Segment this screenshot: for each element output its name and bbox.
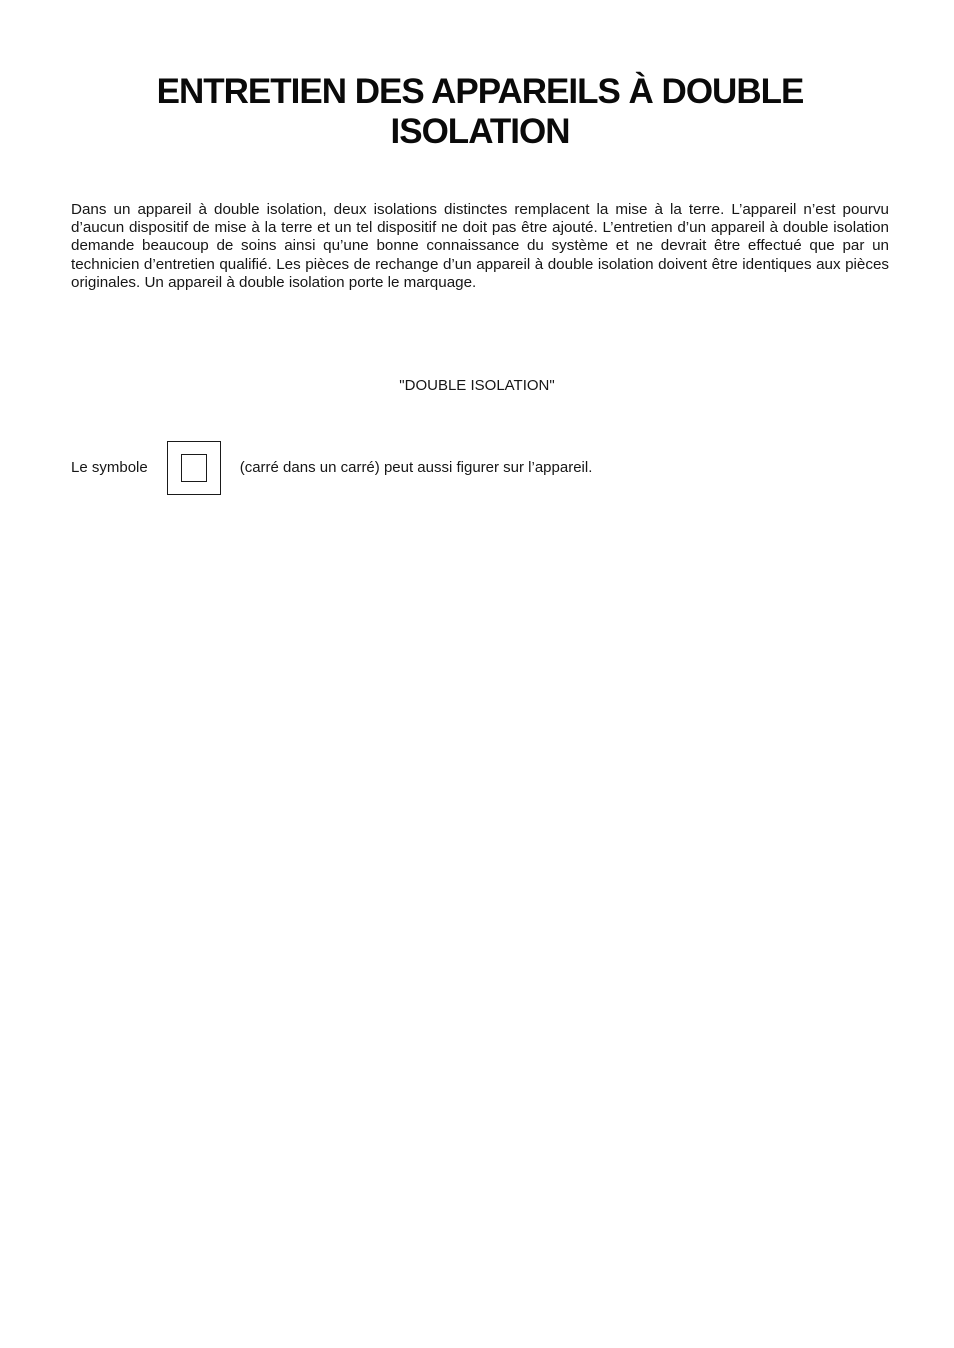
- page-title: [60, 72, 900, 152]
- symbol-prefix-text: Le symbole: [71, 459, 148, 476]
- marking-label: "DOUBLE ISOLATION": [399, 377, 555, 394]
- page-title-line-1: ENTRETIEN DES APPAREILS À DOUBLE: [156, 72, 804, 111]
- symbol-row: [71, 441, 592, 495]
- double-insulation-square-icon: [167, 441, 221, 495]
- symbol-suffix-text: (carré dans un carré) peut aussi figurer sur l’appareil.: [239, 459, 593, 476]
- intro-paragraph: Dans un appareil à double isolation, deux isolations distinctes remplacent la mise à la terre. L’appareil n’est pourvu d’aucun dispositif de mise à la terre et un tel dispositif ne doit pas être ajouté. L’entretien d’un appareil à double isolation demande beaucoup de soins ainsi qu’une bonne connaissance du système et ne devrait être effectué que par un technicien d’entretien qualifié. Les pièces de rechange d’un appareil à double isolation doivent être identiques aux pièces originales. Un appareil à double isolation porte le marquage.: [71, 201, 889, 291]
- page-title-line-2: ISOLATION: [390, 112, 570, 151]
- inner-square: [181, 454, 207, 482]
